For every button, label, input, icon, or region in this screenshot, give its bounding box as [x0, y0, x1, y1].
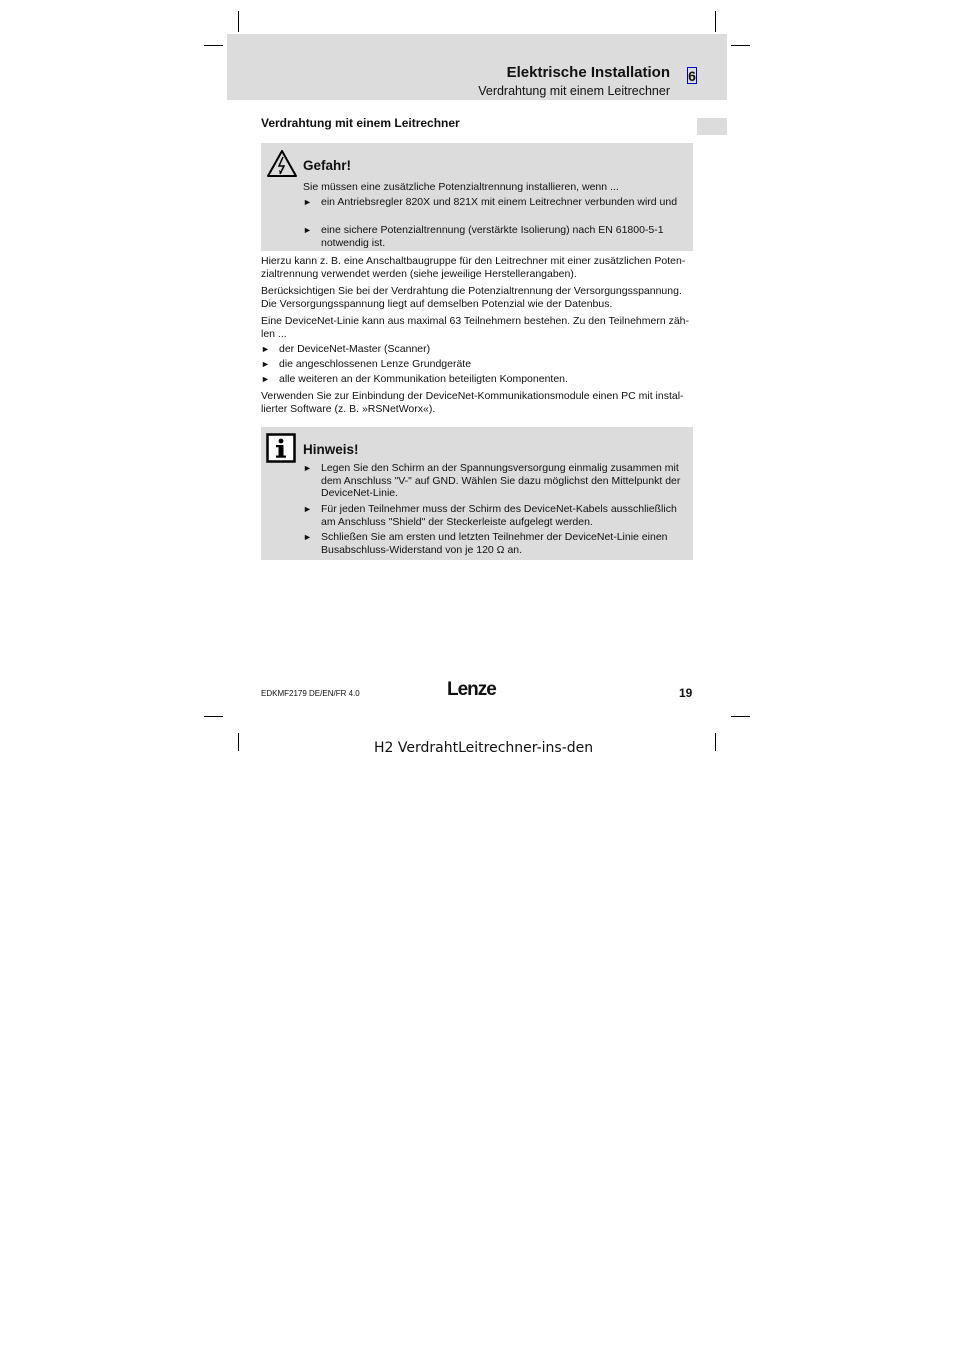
danger-title: Gefahr!: [303, 158, 352, 173]
paragraph: Verwenden Sie zur Einbindung der DeviceNet-Kommunikationsmodule einen PC mit instal-lierter Software (z. B. »RSNetWorx«).: [261, 390, 684, 415]
lenze-logo: Lenze: [447, 679, 496, 700]
paragraph: Eine DeviceNet-Linie kann aus maximal 63 Teilnehmern bestehen. Zu den Teilnehmern zäh-len ...: [261, 315, 690, 340]
triangle-bullet-icon: ►: [303, 197, 312, 207]
list-item-text: eine sichere Potenzialtrennung (verstärkte Isolierung) nach EN 61800-5-1 notwendig ist.: [321, 224, 664, 249]
crop-mark: [731, 716, 750, 717]
list-item: [303, 531, 688, 556]
triangle-bullet-icon: ►: [261, 374, 270, 384]
electric-hazard-warning-icon: [266, 149, 298, 183]
list-item-text: ein Antriebsregler 820X und 821X mit einem Leitrechner verbunden wird und: [321, 196, 678, 208]
note-title: Hinweis!: [303, 442, 359, 457]
list-item: [303, 224, 688, 249]
chapter-number: 6: [688, 68, 696, 84]
section-heading: Verdrahtung mit einem Leitrechner: [261, 116, 460, 130]
crop-mark: [715, 11, 716, 32]
triangle-bullet-icon: ►: [303, 225, 312, 235]
list-item: [261, 343, 430, 355]
list-item-text: der DeviceNet-Master (Scanner): [279, 343, 431, 355]
triangle-bullet-icon: ►: [303, 532, 312, 542]
chapter-title: Elektrische Installation: [506, 64, 670, 81]
triangle-bullet-icon: ►: [303, 463, 312, 473]
list-item: [261, 358, 471, 370]
crop-mark: [238, 11, 239, 32]
triangle-bullet-icon: ►: [303, 504, 312, 514]
page-number: 19: [679, 686, 693, 700]
list-item-text: alle weiteren an der Kommunikation beteiligten Komponenten.: [279, 373, 568, 385]
list-item: [303, 503, 688, 528]
danger-intro: Sie müssen eine zusätzliche Potenzialtrennung installieren, wenn ...: [303, 181, 619, 193]
paragraph: Hierzu kann z. B. eine Anschaltbaugruppe für den Leitrechner mit einer zusätzlichen Poten-zialtrennung verwendet werden (siehe jeweilige Herstellerangaben).: [261, 255, 686, 280]
list-item-text: Für jeden Teilnehmer muss der Schirm des DeviceNet-Kabels ausschließlich am Anschluss "Shield" der Steckerleiste aufgelegt werden.: [321, 503, 677, 528]
side-tab: [697, 118, 727, 135]
crop-mark: [715, 733, 716, 751]
paragraph: Berücksichtigen Sie bei der Verdrahtung die Potenzialtrennung der Versorgungsspannung. Die Versorgungsspannung liegt auf demselben Potenzial wie der Datenbus.: [261, 285, 682, 310]
list-item-text: Schließen Sie am ersten und letzten Teilnehmer der DeviceNet-Linie einen Busabschluss-Widerstand von je 120 Ω an.: [321, 531, 668, 556]
list-item: [261, 373, 568, 385]
list-item: [303, 196, 688, 209]
crop-mark: [204, 45, 223, 46]
job-label: H2 VerdrahtLeitrechner-ins-den: [374, 740, 594, 756]
crop-mark: [238, 733, 239, 751]
chapter-subtitle: Verdrahtung mit einem Leitrechner: [478, 84, 670, 98]
triangle-bullet-icon: ►: [261, 359, 270, 369]
danger-box: [261, 143, 693, 251]
note-box: [261, 427, 693, 560]
crop-mark: [204, 716, 223, 717]
triangle-bullet-icon: ►: [261, 344, 270, 354]
crop-mark: [731, 45, 750, 46]
document-id: EDKMF2179 DE/EN/FR 4.0: [261, 689, 360, 698]
list-item-text: Legen Sie den Schirm an der Spannungsversorgung einmalig zusammen mit dem Anschluss "V-" auf GND. Wählen Sie dazu möglichst den Mittelpunkt der DeviceNet-Linie.: [321, 462, 681, 499]
info-icon: [266, 433, 296, 468]
list-item: [303, 462, 688, 500]
list-item-text: die angeschlossenen Lenze Grundgeräte: [279, 358, 472, 370]
